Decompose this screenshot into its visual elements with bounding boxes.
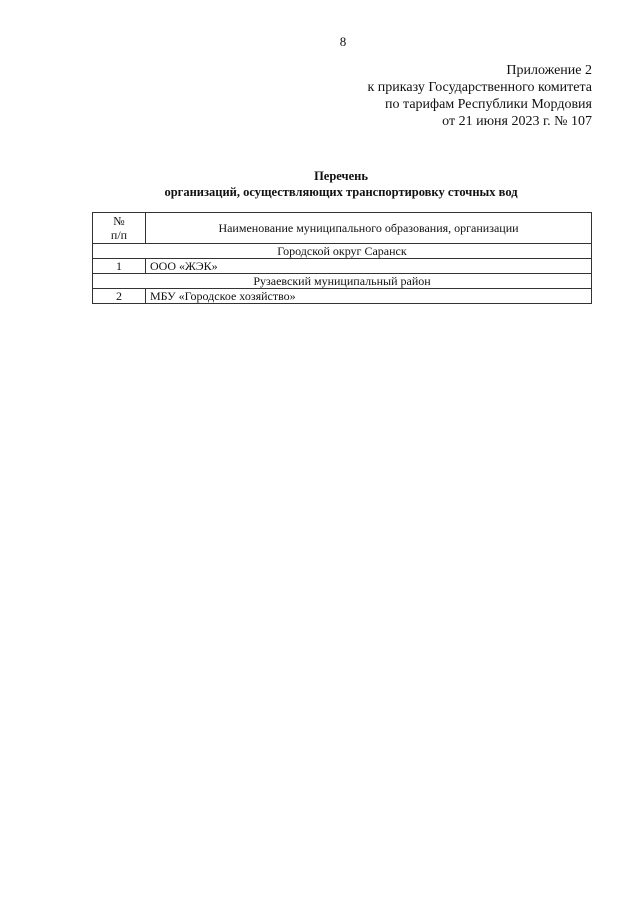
appendix-block	[368, 62, 593, 130]
organization-name: МБУ «Городское хозяйство»	[146, 289, 592, 304]
appendix-line: от 21 июня 2023 г. № 107	[442, 114, 592, 129]
title-line: организаций, осуществляющих транспортировку сточных вод	[164, 185, 518, 199]
group-name: Городской округ Саранск	[93, 244, 592, 259]
appendix-line: по тарифам Республики Мордовия	[385, 97, 592, 112]
header-number-abbr: п/п	[110, 228, 128, 242]
group-row	[93, 244, 592, 259]
row-number: 1	[93, 259, 146, 274]
title-line: Перечень	[314, 169, 368, 183]
group-name: Рузаевский муниципальный район	[93, 274, 592, 289]
appendix-line: к приказу Государственного комитета	[367, 80, 592, 95]
header-number	[93, 213, 146, 244]
header-name: Наименование муниципального образования, организации	[146, 213, 592, 244]
organization-name: ООО «ЖЭК»	[146, 259, 592, 274]
document-title	[90, 168, 592, 200]
row-number: 2	[93, 289, 146, 304]
page-number: 8	[339, 34, 347, 49]
table-row	[93, 259, 592, 274]
table-row	[93, 289, 592, 304]
header-number-symbol: №	[113, 214, 125, 228]
organizations-table	[92, 212, 592, 304]
group-row	[93, 274, 592, 289]
table-header-row	[93, 213, 592, 244]
appendix-line: Приложение 2	[506, 63, 592, 78]
